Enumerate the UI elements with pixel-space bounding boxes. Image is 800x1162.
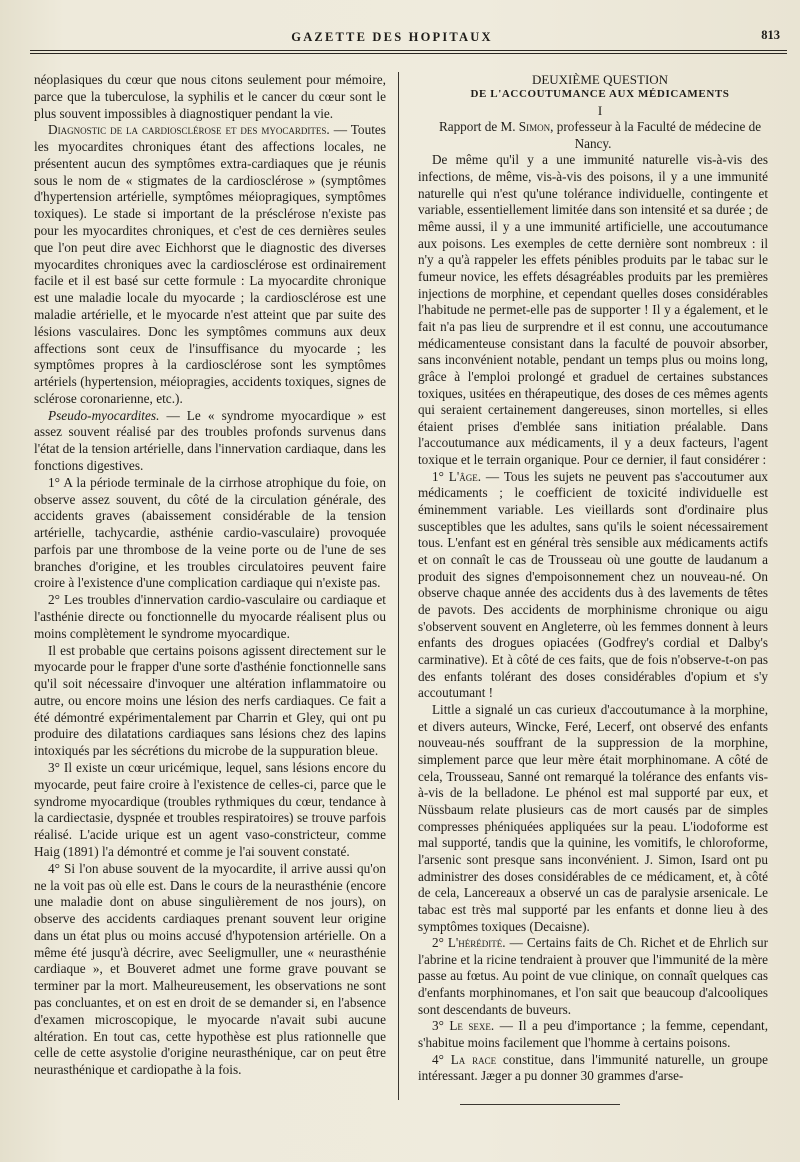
subheading: 4° La race bbox=[432, 1051, 497, 1067]
bottom-rule bbox=[460, 1104, 620, 1105]
page-number: 813 bbox=[761, 28, 780, 42]
paragraph-text: — Il a peu d'importance ; la femme, cependant, s'habitue moins facilement que l'homme à certains poisons. bbox=[418, 1018, 769, 1051]
column-divider bbox=[398, 72, 399, 1100]
paragraph-text: — Tous les sujets ne peuvent pas s'accoutumer aux médicaments ; le coefficient de toxicité individuelle est éminemment variable. Les vieillards sont d'ordinaire plus susceptibles que les adultes, sans qu'ils le soient nécessairement tous. L'enfant est en général très sensible aux médicaments actifs et on connaît le cas de Trousseau où une goutte de laudanum a produit des signes d'empoisonnement chez un nouveau-né. On observe chaque année des accidents dus à des lavements de têtes de pavots. Des accidents de morphinisme chronique ou aigu s'observent souvent en Angleterre, où les femmes donnent à leurs enfants des drogues opiacées (Godfrey's cordial et Dalby's carminative). Et à côté de ces faits, que de fois n'observe-t-on pas des enfants tolérant des doses considérables d'opium et s'y accoutumant ! bbox=[418, 468, 769, 701]
subheading: Pseudo-myocardites. bbox=[48, 407, 160, 423]
paragraph bbox=[34, 122, 386, 407]
report-intro-text: , professeur à la Faculté de médecine de Nancy. bbox=[550, 119, 762, 151]
report-intro bbox=[418, 119, 768, 152]
paragraph: 2° Les troubles d'innervation cardio-vasculaire ou cardiaque et l'asthénie directe ou fonctionnelle du myocarde réalisent plus ou moins complètement le syndrome myocardique. bbox=[34, 592, 386, 641]
paragraph: Little a signalé un cas curieux d'accoutumance à la morphine, et divers auteurs, Wincke, Feré, Lecerf, ont observé des enfants nouveau-nés souffrant de la suppression de la morphine, simplement parce que leur mère était morphinomane. A côté de cela, Trousseau, Sanné ont remarqué la tolérance des enfants vis-à-vis de la belladone. Le phénol est mal supporté par eux, et Nüssbaum relate plusieurs cas de mort causés par de simples compresses phéniquées appliquées sur la peau. L'iodoforme est mal supporté, tandis que la quinine, les vomitifs, le chloroforme, l'arsenic sont presque sans inconvénient. J. Simon, Isard ont pu administrer des doses considérables de ce médicament, et, à côté de cela, Lancereaux a observé un cas de paralysie arsenicale. Le tabac est très mal supporté par les enfants et donne lieu à des symptômes toxiques (Decaisne). bbox=[418, 701, 768, 934]
paragraph: 3° Il existe un cœur uricémique, lequel, sans lésions encore du myocarde, peut faire croire à l'existence de celles-ci, parce que le syndrome myocardique (troubles rythmiques du cœur, tendance à la cardiectasie, dyspnée et troubles respiratoires) se trouve parfois réalisé. L'acide urique est un agent vaso-constricteur, comme Haig (1891) l'a démontré et comme je l'ai souvent constaté. bbox=[34, 760, 386, 859]
report-intro-text: Rapport de M. bbox=[438, 119, 519, 134]
paragraph-text: — Certains faits de Ch. Richet et de Ehrlich sur l'abrine et la ricine tendraient à prouver que l'immunité de la mère passe au fœtus. Au point de vue clinique, on connaît quelques cas d'enfants morphinomanes, et l'on sait que beaucoup d'alcooliques sont descendants de buveurs. bbox=[418, 935, 769, 1017]
journal-title: GAZETTE DES HOPITAUX bbox=[291, 30, 493, 44]
paragraph: néoplasiques du cœur que nous citons seulement pour mémoire, parce que la tuberculose, la syphilis et le cancer du cœur sont le plus souvent impossibles à diagnostiquer pendant la vie. bbox=[34, 72, 386, 121]
subheading: 1° L'âge. bbox=[432, 468, 481, 484]
author-name: Simon bbox=[518, 119, 551, 134]
subheading: 3° Le sexe. bbox=[432, 1018, 495, 1034]
paragraph: 1° A la période terminale de la cirrhose atrophique du foie, on observe assez souvent, du côté de la circulation générale, des accidents graves (abaissement considérable de la tension artérielle, tachycardie, asthénie cardio-vasculaire) provoquée parfois par une thrombose de la veine porte ou de l'une de ses branches d'origine, et les troubles circulatoires peuvent faire croire à l'existence d'une complication cardiaque qui n'existe pas. bbox=[34, 474, 386, 591]
section-title: DEUXIÈME QUESTION bbox=[531, 72, 669, 87]
right-column bbox=[418, 72, 768, 1085]
header-rule-top bbox=[30, 50, 787, 51]
paragraph: 4° Si l'on abuse souvent de la myocardite, il arrive aussi qu'on ne la voit pas où elle est. Dans le cours de la neurasthénie (encore une maladie dont on abuse singulièrement de nos jours), on observe des accidents cardiaques prenant souvent leur origine dans un état plus ou moins accusé d'hypotension artérielle. On a même été jusqu'à décrire, avec Seeligmuller, une « neurasthénie cardiaque », et Bouveret admet une forme grave pouvant se terminer par la mort. Malheureusement, les observations ne sont pas concluantes, et on est en droit de se demander si, en l'absence d'examen microscopique, le myocarde n'avait subi aucune altération. En tout cas, cette hypothèse est plus rationnelle que celle de cette asystolie d'origine neurasthénique, car on peut être neurasthénique et cardiopathe à la fois. bbox=[34, 860, 386, 1078]
paragraph bbox=[34, 408, 386, 475]
paragraph-text: — Toutes les myocardites chroniques étant des affections locales, ne présentent aucun des symptômes extra-cardiaques que je réunis sous le nom de « stigmates de la cardiosclérose » (symptômes d'hypertension artérielle, symptômes méiopragiques, symptômes toxiques). Le stade si important de la présclérose n'existe pas pour les myocardites chroniques, et c'est de ces dernières seules que l'on peut dire avec Eichhorst que le diagnostic des diverses myocardites chroniques avec la cardiosclérose est ordinairement facile et il est basé sur cette formule : La myocardite chronique est une maladie locale du myocarde ; la cardiosclérose est une maladie artérielle, et le myocarde n'est atteint que par suite des lésions vasculaires. Donc les symptômes communs aux deux affections sont ceux de l'insuffisance du myocarde ; les symptômes propres à la cardiosclérose sont les symptômes artériels (hypertension, méiopragies, accidents toxiques, signes de sclérose coronarienne, etc.). bbox=[34, 122, 386, 406]
paragraph-text: constitue, dans l'immunité naturelle, un groupe intéressant. Jæger a pu donner 30 grammes d'arse- bbox=[418, 1051, 768, 1084]
paragraph: Il est probable que certains poisons agissent directement sur le myocarde pour le frapper d'une sorte d'asthénie fonctionnelle sans qu'il soit nécessaire d'invoquer une altération inflammatoire ou autre, ou encore moins une lésion des nerfs cardiaques. Ce fait a été démontré expérimentalement par Charrin et Gley, qui ont pu produire des dilatations cardiaques sans lésions chez des lapins intoxiqués par les sécrétions du microbe de la suppuration bleue. bbox=[34, 642, 386, 759]
header-rule-bottom bbox=[30, 53, 787, 54]
paragraph bbox=[418, 1052, 768, 1085]
subheading: Diagnostic de la cardiosclérose et des myocardites. bbox=[48, 122, 330, 138]
left-column bbox=[34, 72, 386, 1079]
section-number: I bbox=[597, 103, 603, 118]
paragraph-text: — Le « syndrome myocardique » est assez souvent réalisé par des troubles profonds survenus dans l'état de la tension artérielle, dans l'innervation cardiaque, dans les fonctions digestives. bbox=[34, 407, 386, 473]
subheading: 2° L'hérédité. bbox=[432, 935, 506, 951]
paragraph bbox=[418, 469, 768, 702]
section-subtitle: DE L'ACCOUTUMANCE AUX MÉDICAMENTS bbox=[470, 88, 730, 100]
paragraph bbox=[418, 935, 768, 1018]
paragraph: De même qu'il y a une immunité naturelle vis-à-vis des infections, de même, vis-à-vis des poisons, il y a une immunité naturelle qui n'est qu'une tolérance individuelle, contingente et variable, essentiellement limitée dans son intensité et sa durée ; de même aussi, il y a une immunité artificielle, une accoutumance aux poisons. Les exemples de cette dernière sont nombreux : il n'y a qu'à rappeler les effets pénibles produits par le tabac sur le fumeur novice, les effets désagréables produits par les premières injections de morphine, et cependant quelles doses considérables l'habitude ne permet-elle pas de supporter ! Il y a également, et le fait n'a pas lieu de surprendre et il est connu, une accoutumance médicamenteuse consistant dans la faculté de pouvoir absorber, sans inconvénient notable, pendant un temps plus ou moins long, grâce à l'emploi prolongé et graduel de certaines substances toxiques, usitées en thérapeutique, des doses de ces mêmes agents qui seraient certainement dangereuses, sinon mortelles, si elles étaient prises d'emblée sans initiation préalable. Dans l'accoutumance aux médicaments, il y a deux facteurs, l'agent toxique et le terrain organique. Pour ce dernier, il faut considérer : bbox=[418, 152, 768, 468]
paragraph bbox=[418, 1018, 768, 1051]
